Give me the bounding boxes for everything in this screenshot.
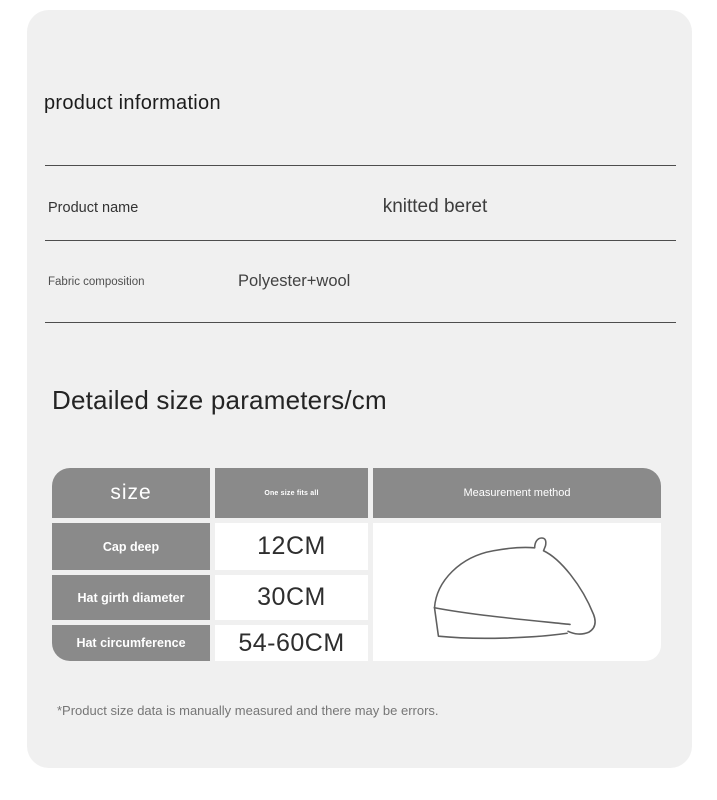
table-row-value-cap-deep: 12CM <box>215 523 368 570</box>
product-name-value: knitted beret <box>382 196 488 217</box>
beret-illustration <box>426 537 608 647</box>
beret-band-bottom <box>435 608 568 639</box>
table-header-one-size-fits-all: One size fits all <box>215 468 368 518</box>
product-name-label: Product name <box>48 200 139 216</box>
table-row-value-hat-circumference: 54-60CM <box>215 625 368 661</box>
table-row-label-hat-girth-diameter: Hat girth diameter <box>52 575 210 620</box>
beret-band-top <box>435 608 571 625</box>
fabric-composition-value: Polyester+wool <box>238 272 351 290</box>
divider-line <box>45 322 676 323</box>
divider-line <box>45 165 676 166</box>
section-title-product-information: product information <box>44 92 221 114</box>
section-title-size-parameters: Detailed size parameters/cm <box>52 385 387 415</box>
size-data-disclaimer: *Product size data is manually measured and there may be errors. <box>57 703 439 718</box>
divider-line <box>45 240 676 241</box>
table-row-value-hat-girth-diameter: 30CM <box>215 575 368 620</box>
size-parameters-table <box>52 468 661 661</box>
table-row-label-cap-deep: Cap deep <box>52 523 210 570</box>
table-header-size: size <box>52 468 210 518</box>
table-row-label-hat-circumference: Hat circumference <box>52 625 210 661</box>
beret-dome-outline <box>435 538 596 634</box>
fabric-composition-label: Fabric composition <box>48 276 145 288</box>
measurement-method-cell <box>373 523 661 661</box>
table-header-measurement-method: Measurement method <box>373 468 661 518</box>
